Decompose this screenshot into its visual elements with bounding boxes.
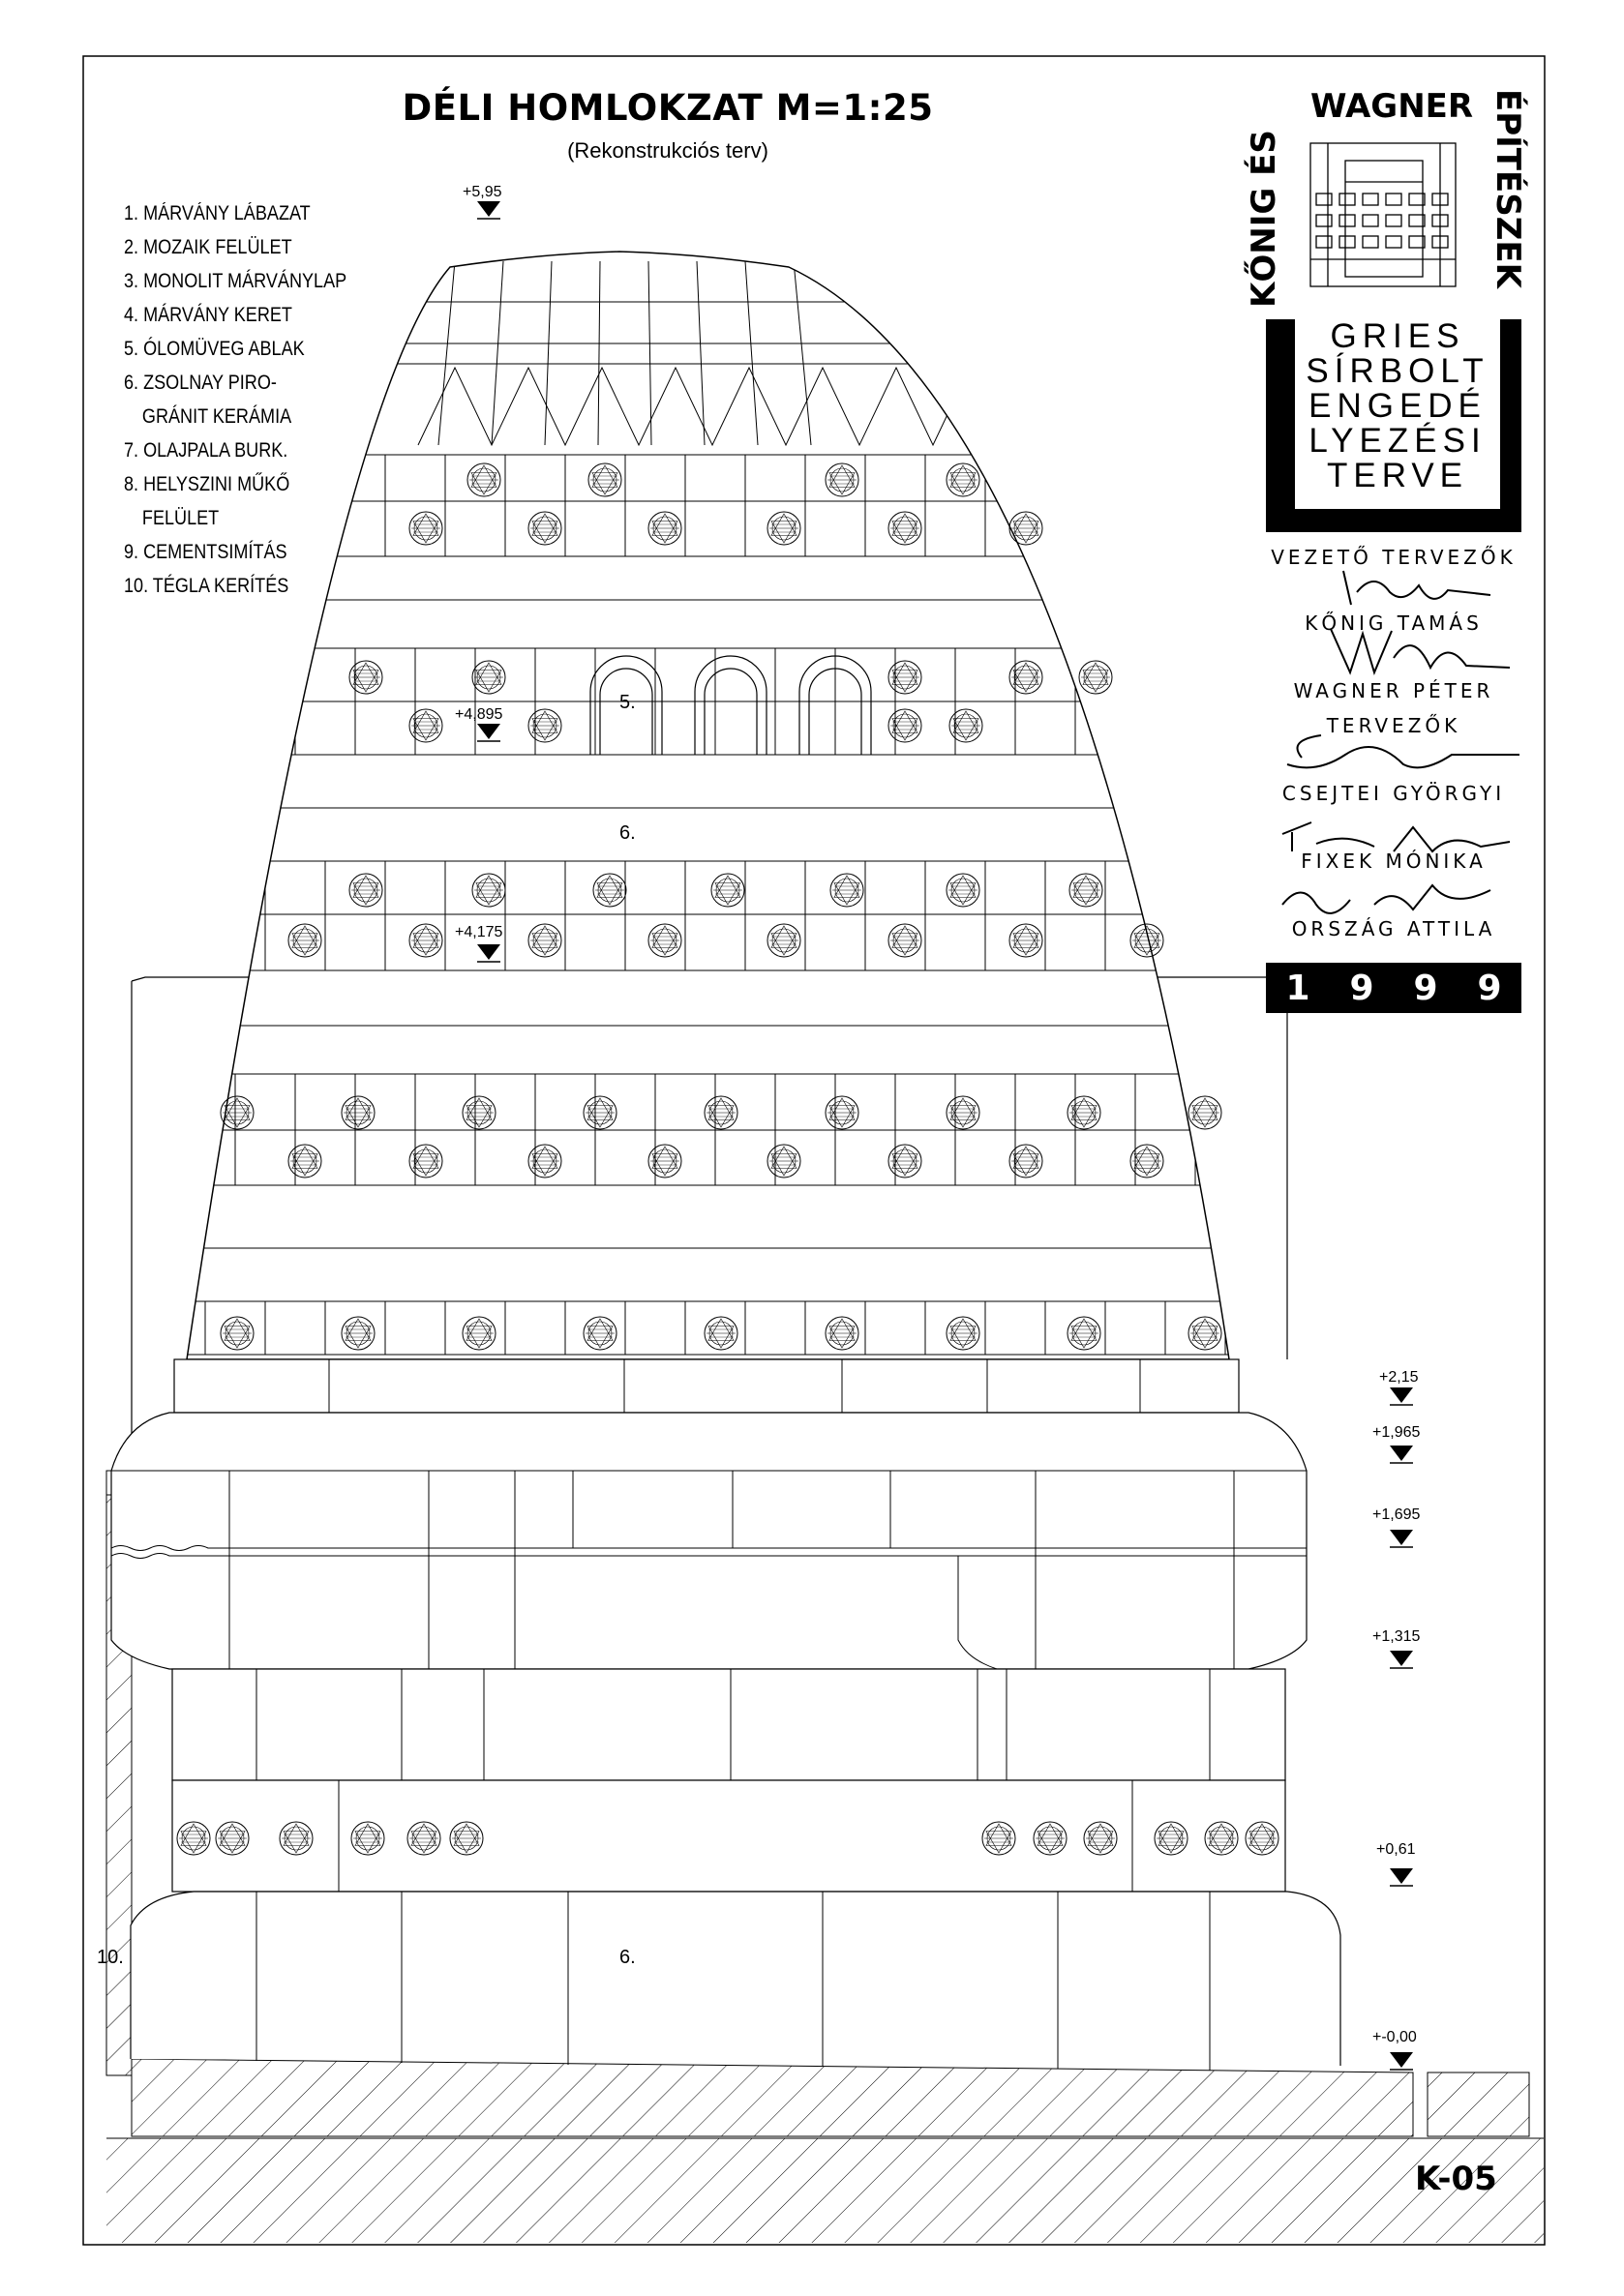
rosette xyxy=(463,1096,496,1129)
level-marker-triangle xyxy=(1390,1387,1413,1403)
level-marker-triangle xyxy=(1390,1651,1413,1666)
rosette xyxy=(1205,1822,1238,1855)
rosette xyxy=(1034,1822,1067,1855)
level-label: +1,695 xyxy=(1372,1506,1421,1523)
year-digit: 9 xyxy=(1349,968,1374,1008)
rosette xyxy=(947,463,979,496)
rosette xyxy=(648,1145,681,1178)
rosette xyxy=(1009,661,1042,694)
rosette xyxy=(288,924,321,957)
rosette xyxy=(767,924,800,957)
level-marker-triangle xyxy=(1390,1446,1413,1461)
level-marker-triangle xyxy=(1390,1530,1413,1545)
level-label: +-0,00 xyxy=(1372,2029,1417,2045)
rosette xyxy=(1130,924,1163,957)
rosette xyxy=(463,1317,496,1350)
rosette xyxy=(216,1822,249,1855)
material-legend xyxy=(124,196,346,603)
legend-item: 9. CEMENTSIMÍTÁS xyxy=(124,541,287,563)
rosette xyxy=(949,709,982,742)
signature-konig xyxy=(1343,571,1490,605)
legend-item: 4. MÁRVÁNY KERET xyxy=(124,304,292,326)
sheet-code: K-05 xyxy=(1415,2160,1497,2198)
rosette xyxy=(221,1317,254,1350)
rosette xyxy=(351,1822,384,1855)
rosette xyxy=(588,463,621,496)
rosette xyxy=(1068,1096,1100,1129)
level-marker-triangle xyxy=(477,201,500,217)
rosette xyxy=(409,709,442,742)
project-line: ENGEDÉ xyxy=(1308,387,1487,425)
rosette xyxy=(888,1145,921,1178)
level-label: +4,175 xyxy=(455,924,503,940)
rosette xyxy=(767,512,800,545)
rosette xyxy=(888,709,921,742)
rosette xyxy=(1084,1822,1117,1855)
legend-item: 1. MÁRVÁNY LÁBAZAT xyxy=(124,202,311,224)
note-fence: 10. xyxy=(97,1947,124,1968)
rosette xyxy=(648,512,681,545)
rosette xyxy=(1009,1145,1042,1178)
title-block-building-logo xyxy=(1310,143,1456,286)
ground-slab xyxy=(132,2059,1413,2136)
rosette xyxy=(593,874,626,907)
rosette xyxy=(177,1822,210,1855)
rosette xyxy=(947,1096,979,1129)
signature-orszag xyxy=(1282,885,1490,913)
year-digit: 9 xyxy=(1413,968,1438,1008)
rosette xyxy=(1068,1317,1100,1350)
rosette xyxy=(528,512,561,545)
rosette xyxy=(584,1317,617,1350)
designer: ORSZÁG ATTILA xyxy=(1291,917,1496,940)
rosette xyxy=(1188,1096,1221,1129)
rosette xyxy=(1188,1317,1221,1350)
ground-hatch xyxy=(106,2138,1544,2243)
rosette xyxy=(705,1317,737,1350)
legend-item: 10. TÉGLA KERÍTÉS xyxy=(124,575,289,597)
firm-epiteszek: ÉPÍTÉSZEK xyxy=(1489,89,1527,288)
designer: FIXEK MÓNIKA xyxy=(1301,850,1487,873)
rosette xyxy=(288,1145,321,1178)
rosette xyxy=(349,661,382,694)
project-title xyxy=(1295,319,1500,509)
level-label: +1,315 xyxy=(1372,1628,1421,1645)
signature-wagner xyxy=(1331,629,1510,672)
project-line: LYEZÉSI xyxy=(1308,422,1487,460)
note-window: 5. xyxy=(619,692,636,713)
rosette xyxy=(342,1096,375,1129)
rosette xyxy=(1246,1822,1278,1855)
level-label: +5,95 xyxy=(463,184,502,200)
rosette xyxy=(767,1145,800,1178)
rosette xyxy=(648,924,681,957)
rosette xyxy=(472,874,505,907)
rosette xyxy=(947,1317,979,1350)
year-digit: 1 xyxy=(1285,968,1310,1008)
designer: CSEJTEI GYÖRGYI xyxy=(1281,782,1506,805)
lead-designers-label: VEZETŐ TERVEZŐK xyxy=(1271,546,1517,569)
rosette xyxy=(830,874,863,907)
level-marker-triangle xyxy=(1390,1868,1413,1884)
lead-designer: KŐNIG TAMÁS xyxy=(1305,611,1483,635)
year-digit: 9 xyxy=(1477,968,1502,1008)
note-ceramic: 6. xyxy=(619,1947,636,1968)
rosette xyxy=(528,1145,561,1178)
rosette xyxy=(407,1822,440,1855)
drawing-title: DÉLI HOMLOKZAT M=1:25 xyxy=(402,87,934,129)
rosette xyxy=(342,1317,375,1350)
rosette xyxy=(221,1096,254,1129)
rosette xyxy=(1009,512,1042,545)
rosette xyxy=(1009,924,1042,957)
rosette xyxy=(1130,1145,1163,1178)
rosette xyxy=(409,924,442,957)
signature-fixek xyxy=(1282,822,1510,851)
rosette xyxy=(467,463,500,496)
signature-csejtei xyxy=(1287,735,1519,767)
legend-item: 8. HELYSZINI MŰKŐ xyxy=(124,473,290,495)
legend-item: 2. MOZAIK FELÜLET xyxy=(124,236,292,258)
project-line: GRIES xyxy=(1330,317,1465,355)
rosette xyxy=(888,512,921,545)
rosette xyxy=(705,1096,737,1129)
rosette xyxy=(280,1822,313,1855)
legend-item: 5. ÓLOMÜVEG ABLAK xyxy=(124,338,305,360)
legend-item-continued: FELÜLET xyxy=(141,507,220,529)
rosette xyxy=(472,661,505,694)
rosette xyxy=(888,924,921,957)
year-bar xyxy=(1266,963,1521,1013)
rosette xyxy=(584,1096,617,1129)
legend-item: 3. MONOLIT MÁRVÁNYLAP xyxy=(124,270,347,292)
rosette xyxy=(826,1096,858,1129)
rosette xyxy=(826,1317,858,1350)
rosette xyxy=(1155,1822,1188,1855)
level-label: +2,15 xyxy=(1379,1369,1419,1386)
rosette xyxy=(409,512,442,545)
level-label: +1,965 xyxy=(1372,1424,1421,1441)
drawing-subtitle: (Rekonstrukciós terv) xyxy=(567,138,768,163)
base xyxy=(111,1359,1340,2066)
rosette xyxy=(528,709,561,742)
rosette xyxy=(1069,874,1102,907)
rosette xyxy=(528,924,561,957)
level-label: +4,895 xyxy=(455,706,503,723)
designers-label: TERVEZŐK xyxy=(1326,714,1461,737)
legend-item: 7. OLAJPALA BURK. xyxy=(124,439,288,462)
rosette xyxy=(711,874,744,907)
lead-designer: WAGNER PÉTER xyxy=(1293,679,1494,702)
firm-wagner: WAGNER xyxy=(1310,87,1474,126)
rosette xyxy=(888,661,921,694)
legend-item-continued: GRÁNIT KERÁMIA xyxy=(141,405,292,428)
project-line: TERVE xyxy=(1326,457,1469,494)
rosette xyxy=(982,1822,1015,1855)
firm-konig-es: KŐNIG ÉS xyxy=(1245,130,1283,308)
rosette xyxy=(349,874,382,907)
rosette xyxy=(409,1145,442,1178)
rosette xyxy=(947,874,979,907)
rosette xyxy=(450,1822,483,1855)
note-ceramic: 6. xyxy=(619,822,636,844)
legend-item: 6. ZSOLNAY PIRO- xyxy=(124,372,277,394)
level-marker-triangle xyxy=(1390,2052,1413,2068)
rosette xyxy=(1079,661,1112,694)
project-line: SÍRBOLT xyxy=(1306,352,1489,390)
rosette xyxy=(826,463,858,496)
level-label: +0,61 xyxy=(1376,1841,1416,1858)
